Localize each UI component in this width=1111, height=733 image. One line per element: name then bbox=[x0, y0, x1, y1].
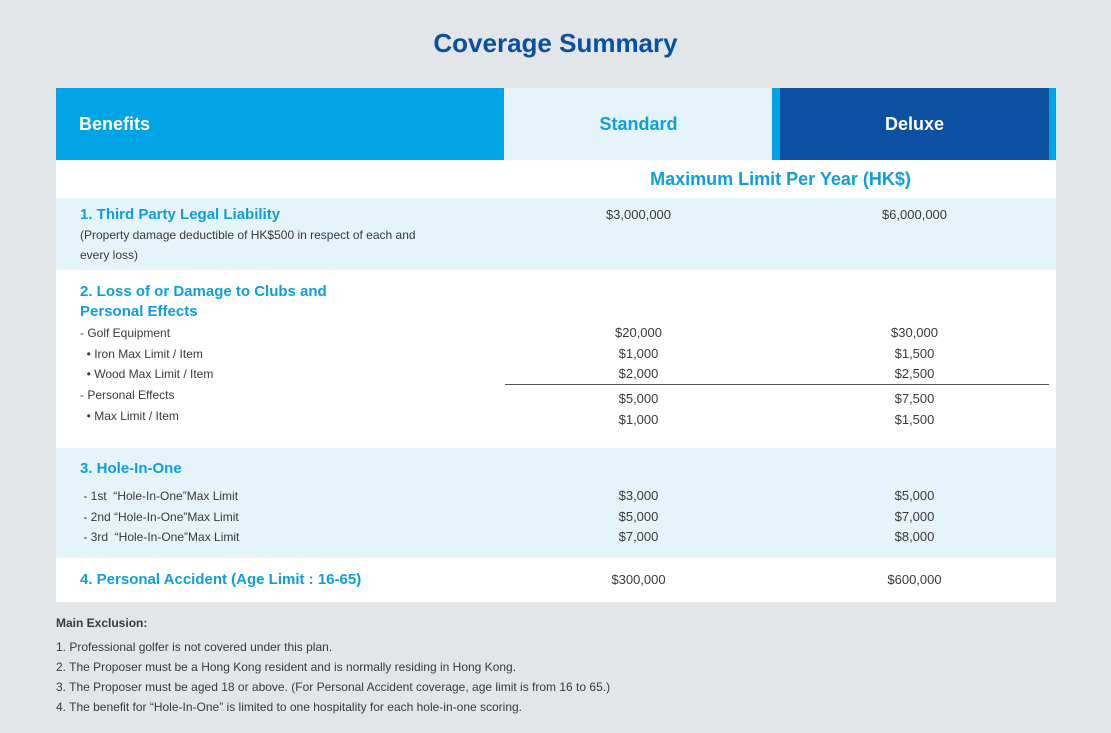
item-label: • Wood Max Limit / Item bbox=[80, 367, 214, 381]
exclusion-item: 3. The Proposer must be aged 18 or above. (For Personal Accident coverage, age limit is from 16 to 65.) bbox=[56, 680, 611, 694]
section-title: 1. Third Party Legal Liability bbox=[80, 206, 281, 223]
standard-value: $3,000,000 bbox=[605, 207, 672, 222]
deluxe-value: $7,500 bbox=[894, 391, 935, 406]
item-label: - 3rd “Hole-In-One”Max Limit bbox=[80, 530, 240, 544]
deluxe-value: $6,000,000 bbox=[881, 207, 948, 222]
exclusions-heading: Main Exclusion: bbox=[56, 616, 148, 630]
header-benefits: Benefits bbox=[56, 88, 504, 160]
divider-line bbox=[505, 384, 1049, 385]
deluxe-value: $30,000 bbox=[891, 325, 938, 340]
standard-value: $2,000 bbox=[618, 366, 659, 381]
item-label: - Golf Equipment bbox=[80, 326, 171, 340]
deluxe-value: $8,000 bbox=[894, 529, 935, 544]
exclusion-item: 1. Professional golfer is not covered under this plan. bbox=[56, 640, 333, 654]
section-title: 3. Hole-In-One bbox=[80, 460, 182, 477]
coverage-table bbox=[56, 88, 1056, 602]
deluxe-value: $1,500 bbox=[894, 412, 935, 427]
standard-value: $3,000 bbox=[618, 488, 659, 503]
header-standard: Standard bbox=[505, 88, 772, 160]
subheader-label: Maximum Limit Per Year (HK$) bbox=[650, 169, 911, 189]
exclusion-item: 4. The benefit for “Hole-In-One” is limited to one hospitality for each hole-in-one scoring. bbox=[56, 700, 523, 714]
section-title: Personal Effects bbox=[80, 303, 198, 320]
standard-value: $5,000 bbox=[618, 509, 659, 524]
section-note: every loss) bbox=[80, 248, 139, 262]
standard-value: $7,000 bbox=[618, 529, 659, 544]
item-label: • Max Limit / Item bbox=[80, 409, 179, 423]
section-hole-in-one bbox=[56, 448, 1056, 558]
deluxe-value: $7,000 bbox=[894, 509, 935, 524]
standard-value: $1,000 bbox=[618, 412, 659, 427]
deluxe-value: $5,000 bbox=[894, 488, 935, 503]
section-personal-accident bbox=[56, 558, 1056, 602]
item-label: - 1st “Hole-In-One”Max Limit bbox=[80, 489, 239, 503]
section-title: 2. Loss of or Damage to Clubs and bbox=[80, 283, 327, 300]
standard-value: $300,000 bbox=[611, 572, 666, 587]
deluxe-value: $2,500 bbox=[894, 366, 935, 381]
standard-value: $20,000 bbox=[615, 325, 662, 340]
table-header bbox=[56, 88, 1056, 160]
standard-value: $1,000 bbox=[618, 346, 659, 361]
page-title: Coverage Summary bbox=[433, 28, 678, 58]
item-label: • Iron Max Limit / Item bbox=[80, 347, 203, 361]
section-title: 4. Personal Accident (Age Limit : 16-65) bbox=[80, 571, 362, 588]
subheader-row bbox=[56, 160, 1056, 198]
item-label: - 2nd “Hole-In-One”Max Limit bbox=[80, 510, 239, 524]
deluxe-value: $600,000 bbox=[887, 572, 942, 587]
exclusion-item: 2. The Proposer must be a Hong Kong resident and is normally residing in Hong Kong. bbox=[56, 660, 517, 674]
item-label: - Personal Effects bbox=[80, 388, 175, 402]
main-exclusions bbox=[56, 613, 610, 717]
deluxe-value: $1,500 bbox=[894, 346, 935, 361]
section-third-party bbox=[56, 198, 1056, 270]
section-note: (Property damage deductible of HK$500 in respect of each and bbox=[80, 228, 416, 242]
section-loss-damage bbox=[56, 270, 1056, 448]
standard-value: $5,000 bbox=[618, 391, 659, 406]
header-deluxe: Deluxe bbox=[780, 88, 1049, 160]
